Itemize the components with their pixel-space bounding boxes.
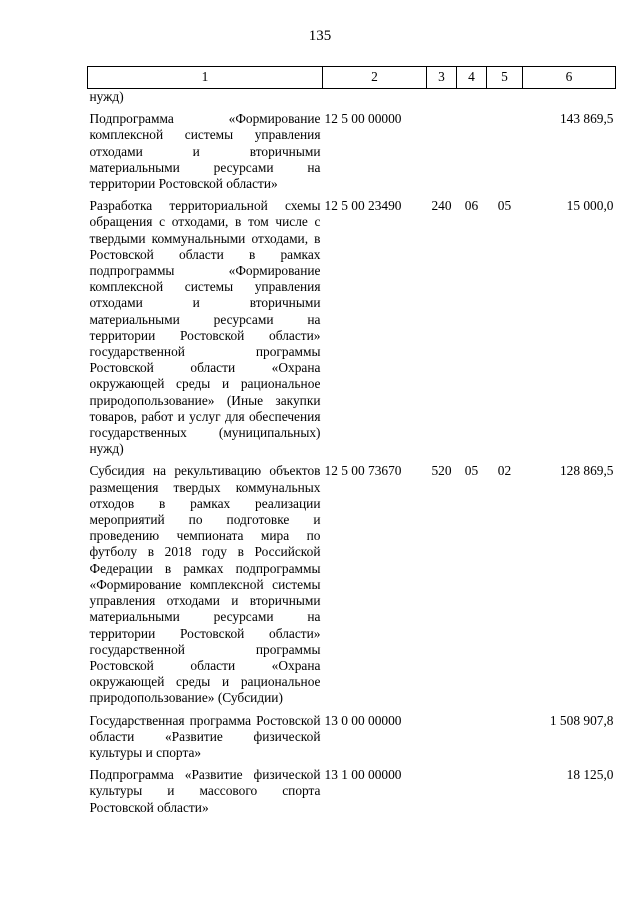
row-target-code: 13 1 00 00000 [324, 767, 402, 783]
row-subsection [487, 111, 523, 192]
row-section: 05 [464, 463, 479, 479]
row-expense-type: 520 [431, 463, 452, 479]
row-target-code: 12 5 00 23490 [324, 198, 402, 214]
row-expense-type: 240 [431, 198, 452, 214]
row-section [457, 89, 487, 106]
row-section [457, 713, 487, 762]
row-subsection: 05 [497, 198, 512, 214]
row-amount: 18 125,0 [566, 767, 614, 783]
row-description: Разработка территориальной схемы обращения с отходами, в том числе с твердыми коммунальными отходами, в Ростовской области в рамках подпрограммы «Формирование комплексной системы управления отходами и вторичными материальными ресурсами на территории Ростовской области» государственной программы Ростовской области «Охрана окружающей среды и рациональное природопользование» (Иные закупки товаров, работ и услуг для обеспечения государственных (муниципальных) нужд) [89, 198, 321, 457]
row-subsection [487, 89, 523, 106]
table-row [88, 89, 616, 106]
column-header-3: 3 [427, 67, 457, 89]
column-header-5: 5 [487, 67, 523, 89]
row-description: Государственная программа Ростовской области «Развитие физической культуры и спорта» [89, 712, 321, 760]
row-description: Субсидия на рекультивацию объектов размещения твердых коммунальных отходов в рамках реализации мероприятий по подготовке и проведению чемпионата мира по футболу в 2018 году в Российской Федерации в рамках подпрограммы «Формирование комплексной системы управления отходами и вторичными материальными ресурсами на территории Ростовской области» государственной программы Ростовской области «Охрана окружающей среды и рациональное природопользование» (Субсидии) [89, 463, 321, 706]
row-target-code: 13 0 00 00000 [324, 712, 402, 728]
row-target-code: 12 5 00 00000 [324, 111, 402, 127]
table-row [88, 198, 616, 457]
row-description: Подпрограмма «Развитие физической культуры и массового спорта Ростовской области» [89, 767, 321, 815]
row-target-code: 12 5 00 73670 [324, 463, 402, 479]
table-row [88, 111, 616, 192]
row-amount: 128 869,5 [559, 463, 614, 479]
table-row [88, 463, 616, 706]
column-header-2: 2 [323, 67, 427, 89]
row-subsection: 02 [497, 463, 512, 479]
table-row [88, 767, 616, 816]
table-header-row [88, 67, 616, 89]
row-amount: 15 000,0 [566, 198, 614, 214]
row-section: 06 [464, 198, 479, 214]
row-amount: 1 508 907,8 [549, 712, 614, 728]
row-section [457, 111, 487, 192]
row-expense-type [427, 89, 457, 106]
column-header-1: 1 [88, 67, 323, 89]
column-header-4: 4 [457, 67, 487, 89]
page-number: 135 [308, 28, 332, 44]
row-amount: 143 869,5 [559, 111, 614, 127]
row-description: нужд) [89, 89, 124, 104]
column-header-6: 6 [523, 67, 616, 89]
budget-table [87, 66, 616, 816]
row-amount [523, 89, 616, 106]
row-subsection [487, 767, 523, 816]
row-description: Подпрограмма «Формирование комплексной системы управления отходами и вторичными материальными ресурсами на территории Ростовской области» [89, 111, 321, 192]
row-expense-type [427, 111, 457, 192]
row-expense-type [427, 767, 457, 816]
row-section [457, 767, 487, 816]
row-expense-type [427, 713, 457, 762]
table-row [88, 713, 616, 762]
row-subsection [487, 713, 523, 762]
row-target-code [323, 89, 427, 106]
